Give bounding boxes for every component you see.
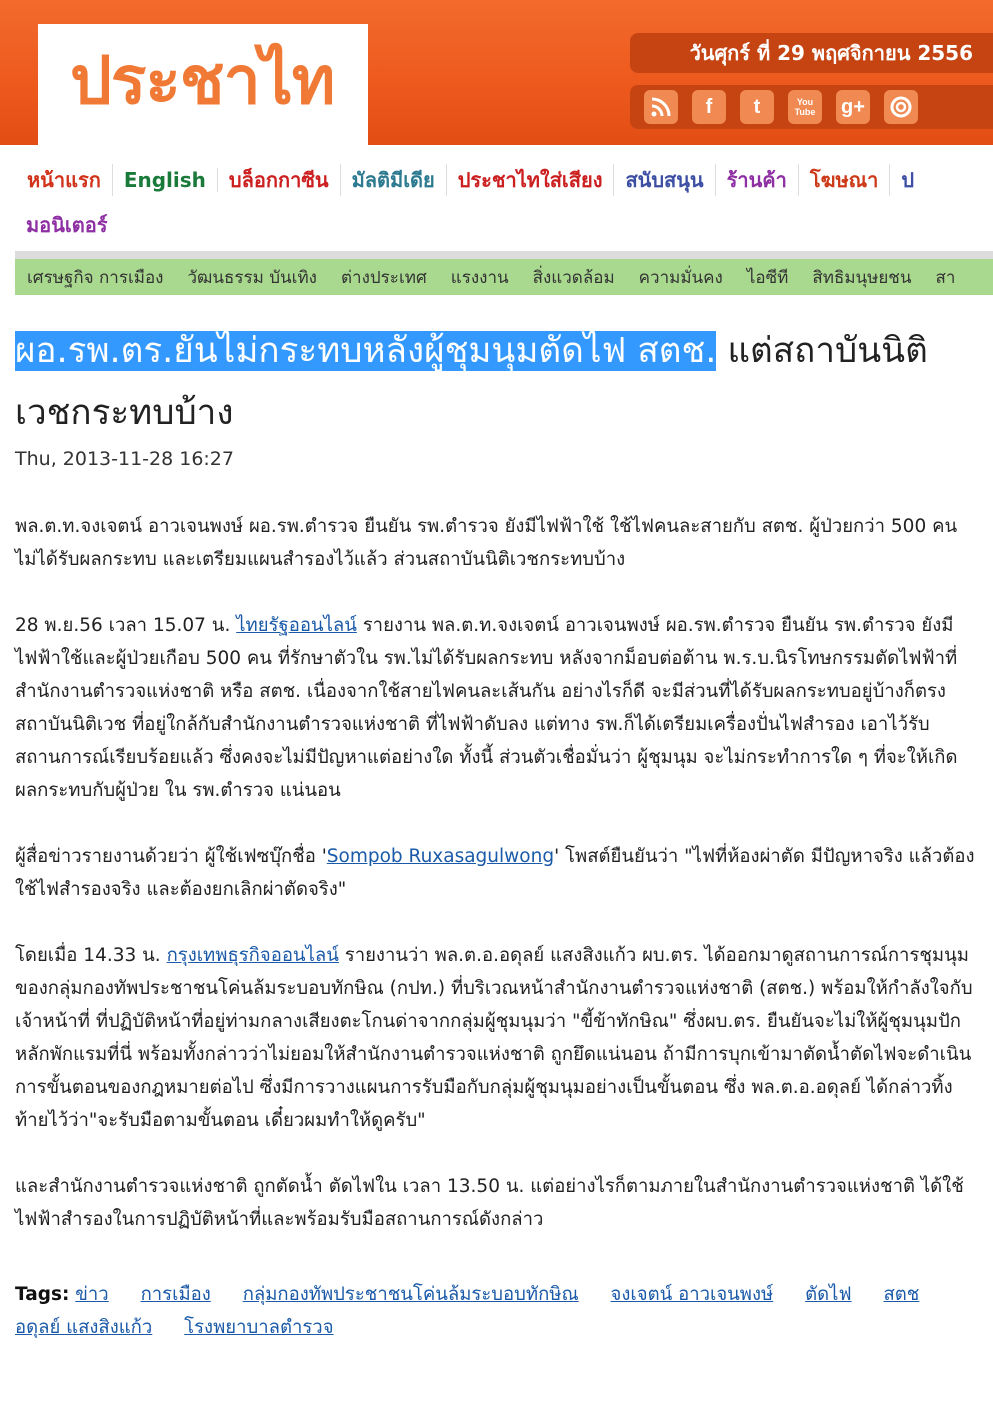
tag-link[interactable]: กลุ่มกองทัพประชาชนโค่นล้มระบอบทักษิณ	[242, 1284, 579, 1305]
paragraph-text: ' โพสต์ยืนยันว่า "ไฟที่ห้องผ่าตัด มีปัญหาจริง แล้วต้องใช้ไฟสำรองจริง และต้องยกเลิกผ่าตัดจริง"	[15, 846, 975, 900]
nav-item-3[interactable]: มัลติมีเดีย	[341, 164, 447, 196]
rss-icon[interactable]	[644, 90, 678, 124]
nav-item-monitor[interactable]: มอนิเตอร์	[26, 213, 108, 237]
article-paragraph-3	[15, 939, 975, 1137]
tag-link[interactable]: ตัดไฟ	[805, 1284, 852, 1305]
article-paragraph-4: และสำนักงานตำรวจแห่งชาติ ถูกตัดน้ำ ตัดไฟใน เวลา 13.50 น. แต่อย่างไรก็ตามภายในสำนักงานตำรวจแห่งชาติ ได้ใช้ไฟฟ้าสำรองในการปฏิบัติหน้าที่และพร้อมรับมือสถานการณ์ดังกล่าว	[15, 1176, 964, 1230]
site-logo[interactable]: ประชาไท	[70, 41, 335, 119]
twitter-icon[interactable]: t	[740, 90, 774, 124]
category-navigation	[15, 259, 993, 295]
nav-item-7[interactable]: โฆษณา	[799, 164, 891, 196]
current-date: วันศุกร์ ที่ 29 พฤศจิกายน 2556	[630, 33, 993, 73]
category-item-5[interactable]: ความมั่นคง	[638, 267, 723, 288]
paragraph-text: รายงาน พล.ต.ท.จงเจตน์ อาวเจนพงษ์ ผอ.รพ.ตำรวจ ยืนยัน รพ.ตำรวจ ยังมีไฟฟ้าใช้และผู้ป่วยเกือบ 500 คน ที่รักษาตัวใน รพ.ไม่ได้รับผลกระทบ หลังจากม็อบต่อต้าน พ.ร.บ.นิรโทษกรรมตัดไฟฟ้าที่สำนักงานตำรวจแห่งชาติ หรือ สตช. เนื่องจากใช้สายไฟคนละเส้นกัน อย่างไรก็ดี จะมีส่วนที่ได้รับผลกระทบอยู่บ้างก็ตรงสถาบันนิติเวช ที่อยู่ใกล้กับสำนักงานตำรวจแห่งชาติ ที่ไฟฟ้าดับลง แต่ทาง รพ.ก็ได้เตรียมเครื่องปั่นไฟสำรอง เอาไว้รับสถานการณ์เรียบร้อยแล้ว ซึ่งคงจะไม่มีปัญหาแต่อย่างใด ทั้งนี้ ส่วนตัวเชื่อมั่นว่า ผู้ชุมนุม จะไม่กระทำการใด ๆ ที่จะให้เกิดผลกระทบกับผู้ป่วย ใน รพ.ตำรวจ แน่นอน	[15, 615, 958, 801]
main-nav-row	[15, 155, 993, 205]
article-tags	[15, 1278, 975, 1344]
paragraph-text: ผู้สื่อข่าวรายงานด้วยว่า ผู้ใช้เฟซบุ๊กชื่อ '	[15, 846, 327, 867]
article-paragraph-1	[15, 609, 975, 807]
youtube-icon[interactable]: You Tube	[788, 90, 822, 124]
nav-item-1[interactable]: English	[113, 168, 218, 192]
article-paragraph-2	[15, 840, 975, 906]
category-item-8[interactable]: สา	[935, 267, 956, 288]
nav-item-4[interactable]: ประชาไทใส่เสียง	[447, 164, 615, 196]
nav-item-2[interactable]: บล็อกกาซีน	[218, 164, 341, 196]
category-item-2[interactable]: ต่างประเทศ	[341, 267, 427, 288]
nav-divider	[15, 251, 993, 259]
bangkokbiz-link[interactable]: กรุงเทพธุรกิจออนไลน์	[166, 945, 339, 966]
google-plus-icon[interactable]: g+	[836, 90, 870, 124]
tag-link[interactable]: จงเจตน์ อาวเจนพงษ์	[610, 1284, 774, 1305]
article-lead: พล.ต.ท.จงเจตน์ อาวเจนพงษ์ ผอ.รพ.ตำรวจ ยืนยัน รพ.ตำรวจ ยังมีไฟฟ้าใช้ ใช้ไฟคนละสายกับ สตช. ผู้ป่วยกว่า 500 คน ไม่ได้รับผลกระทบ และเตรียมแผนสำรองไว้แล้ว ส่วนสถาบันนิติเวชกระทบบ้าง	[15, 516, 958, 570]
main-navigation	[15, 155, 993, 247]
category-item-0[interactable]: เศรษฐกิจ การเมือง	[27, 267, 164, 288]
category-item-1[interactable]: วัฒนธรรม บันเทิง	[187, 267, 317, 288]
paragraph-text: รายงานว่า พล.ต.อ.อดุลย์ แสงสิงแก้ว ผบ.ตร. ได้ออกมาดูสถานการณ์การชุมนุมของกลุ่มกองทัพประชาชนโค่นล้มระบอบทักษิณ (กปท.) ที่บริเวณหน้าสำนักงานตำรวจแห่งชาติ (สตช.) พร้อมให้กำลังใจกับเจ้าหน้าที่ ที่ปฏิบัติหน้าที่อยู่ท่ามกลางเสียงตะโกนด่าจากกลุ่มผู้ชุมนุมว่า "ขี้ข้าทักษิณ" ซึ่งผบ.ตร. ยืนยันจะไม่ให้ผู้ชุมนุมปักหลักพักแรมที่นี่ พร้อมทั้งกล่าวว่าไม่ยอมให้สำนักงานตำรวจแห่งชาติ ถูกยึดแน่นอน ถ้ามีการบุกเข้ามาตัดน้ำตัดไฟจะดำเนินการขั้นตอนของกฎหมายต่อไป ซึ่งมีการวางแผนการรับมือกับกลุ่มผู้ชุมนุมอย่างเป็นขั้นตอน ซึ่ง พล.ต.อ.อดุลย์ ได้กล่าวทิ้งท้ายไว้ว่า"จะรับมือตามขั้นตอน เดี๋ยวผมทำให้ดูครับ"	[15, 945, 973, 1131]
paragraph-text: 28 พ.ย.56 เวลา 15.07 น.	[15, 615, 237, 636]
article	[15, 320, 975, 1344]
tags-label: Tags:	[15, 1284, 70, 1305]
facebook-icon[interactable]: f	[692, 90, 726, 124]
tag-link[interactable]: โรงพยาบาลตำรวจ	[184, 1317, 334, 1338]
article-title	[15, 320, 975, 444]
main-nav-row-2	[15, 205, 993, 245]
site-header	[0, 0, 993, 145]
category-item-4[interactable]: สิ่งแวดล้อม	[532, 267, 615, 288]
facebook-user-link[interactable]: Sompob Ruxasagulwong	[326, 846, 555, 867]
nav-item-8[interactable]: ป	[901, 168, 915, 192]
category-item-7[interactable]: สิทธิมนุษยชน	[812, 267, 912, 288]
tag-link[interactable]: สตช	[883, 1284, 920, 1305]
article-title-rest[interactable]: แต่สถาบันนิติเวชกระทบบ้าง	[15, 331, 928, 433]
social-links	[630, 85, 993, 129]
category-item-6[interactable]: ไอซีที	[746, 267, 789, 288]
tag-link[interactable]: ข่าว	[75, 1284, 109, 1305]
nav-item-6[interactable]: ร้านค้า	[716, 164, 799, 196]
circle-logo-icon[interactable]	[884, 90, 918, 124]
nav-item-5[interactable]: สนับสนุน	[614, 164, 715, 196]
paragraph-text: โดยเมื่อ 14.33 น.	[15, 945, 167, 966]
thairath-link[interactable]: ไทยรัฐออนไลน์	[236, 615, 357, 636]
tag-link[interactable]: การเมือง	[140, 1284, 211, 1305]
nav-item-0[interactable]: หน้าแรก	[15, 164, 113, 196]
tag-link[interactable]: อดุลย์ แสงสิงแก้ว	[15, 1317, 153, 1338]
category-item-3[interactable]: แรงงาน	[450, 267, 509, 288]
article-date: Thu, 2013-11-28 16:27	[15, 448, 234, 470]
article-title-selected[interactable]: ผอ.รพ.ตร.ยันไม่กระทบหลังผู้ชุมนุมตัดไฟ สตช.	[15, 331, 717, 371]
